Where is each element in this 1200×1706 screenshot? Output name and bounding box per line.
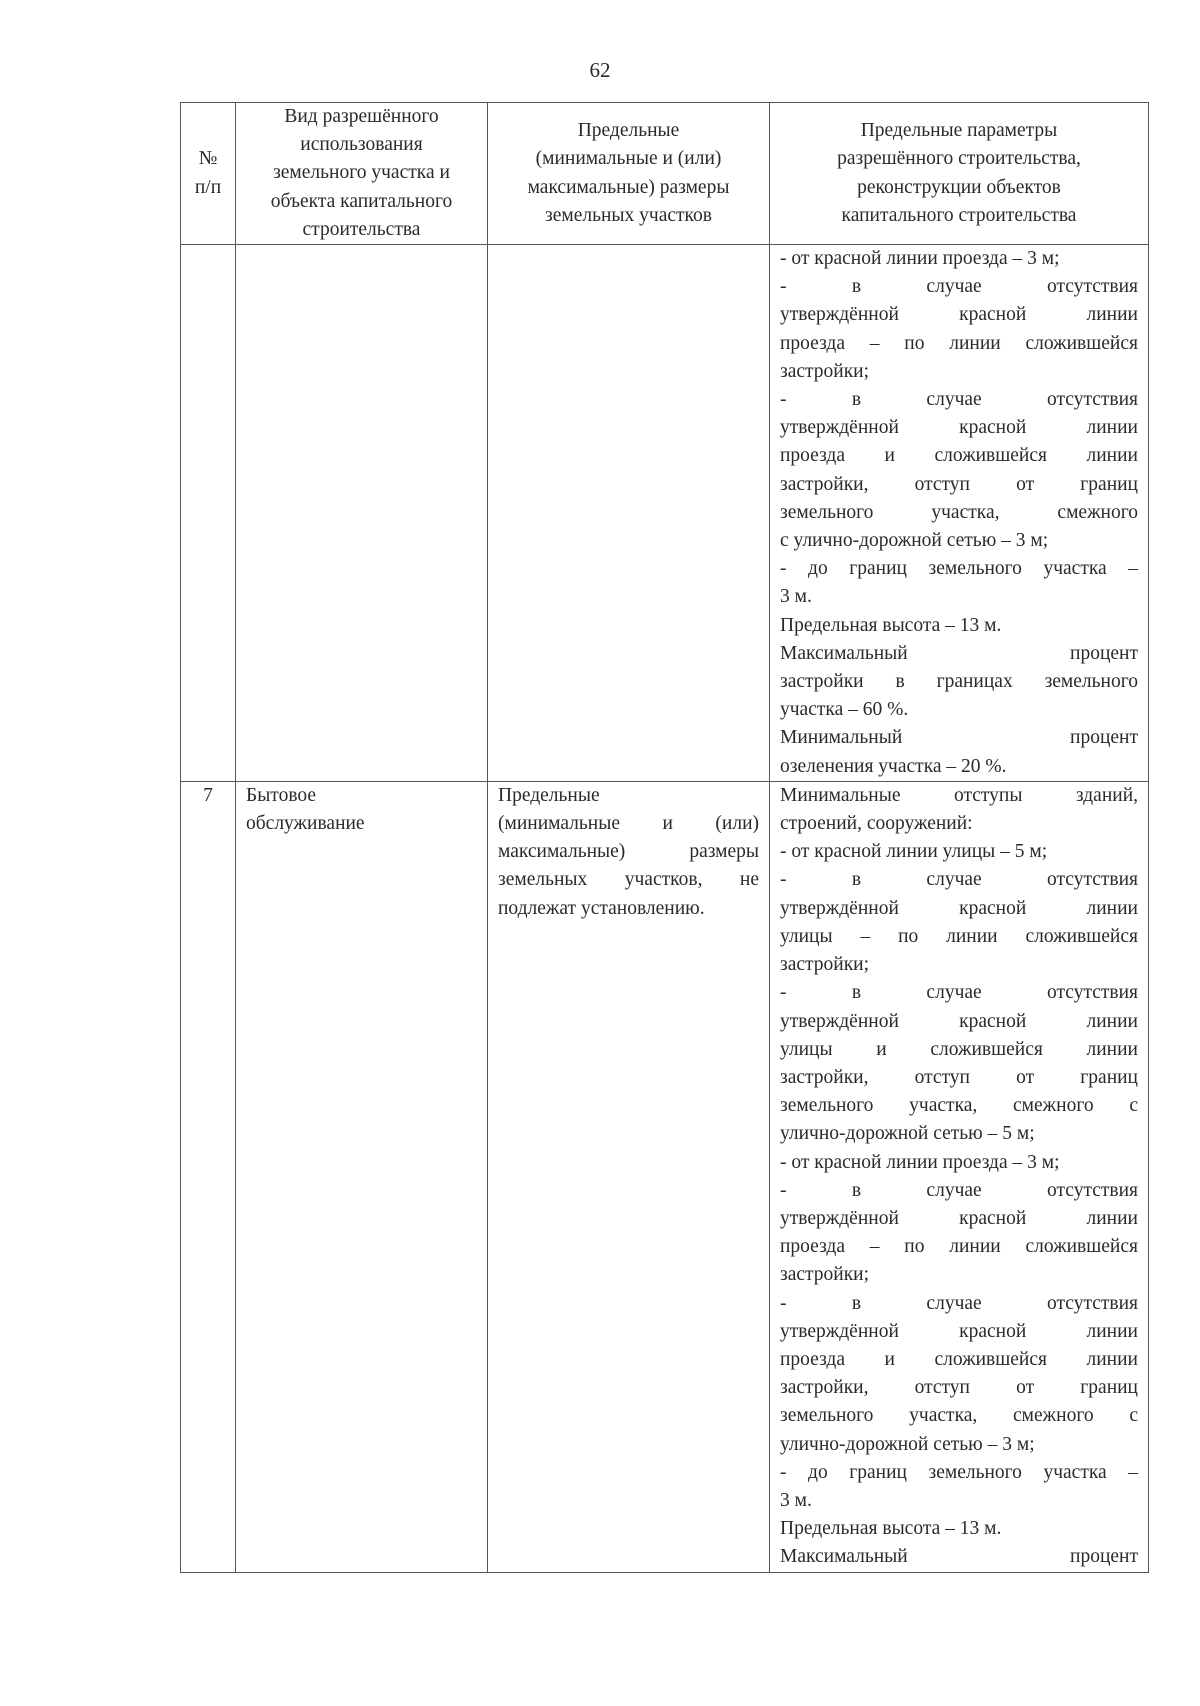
header-line: № bbox=[198, 148, 218, 170]
text-line: (минимальные и (или) bbox=[498, 813, 759, 835]
cell-plot-size bbox=[488, 781, 770, 1572]
text-line: - от красной линии улицы – 5 м; bbox=[780, 841, 1048, 863]
cell-number: 7 bbox=[181, 781, 236, 1572]
text-line: строений, сооружений: bbox=[780, 813, 973, 835]
text-line: - до границ земельного участка – bbox=[780, 1461, 1138, 1483]
text-line: озеленения участка – 20 %. bbox=[780, 755, 1007, 777]
header-line: (минимальные и (или) bbox=[535, 148, 722, 170]
header-line: земельных участков bbox=[545, 204, 712, 226]
text-line: улицы и сложившейся линии bbox=[780, 1038, 1138, 1060]
table-row-7 bbox=[181, 781, 1149, 1572]
header-line: разрешённого строительства, bbox=[837, 148, 1081, 170]
text-line: - в случае отсутствия bbox=[780, 276, 1138, 298]
text-line: максимальные) размеры bbox=[498, 841, 759, 863]
text-line: Бытовое bbox=[246, 784, 317, 806]
text-line: 3 м. bbox=[780, 586, 812, 608]
text-line: участка – 60 %. bbox=[780, 699, 909, 721]
text-line: застройки в границах земельного bbox=[780, 671, 1138, 693]
text-line: утверждённой красной линии bbox=[780, 1010, 1138, 1032]
text-line: застройки; bbox=[780, 954, 870, 976]
cell-permitted-use bbox=[236, 781, 488, 1572]
text-line: проезда и сложившейся линии bbox=[780, 1348, 1138, 1370]
cell-construction-params bbox=[770, 781, 1149, 1572]
header-line: строительства bbox=[302, 218, 421, 240]
text-line: Предельная высота – 13 м. bbox=[780, 614, 1002, 636]
text-line: Предельная высота – 13 м. bbox=[780, 1518, 1002, 1540]
header-number bbox=[181, 103, 236, 245]
text-line: Максимальный процент bbox=[780, 1546, 1138, 1568]
cell-number bbox=[181, 245, 236, 782]
header-line: Предельные параметры bbox=[860, 120, 1058, 142]
text-line: земельного участка, смежного с bbox=[780, 1405, 1138, 1427]
text-line: застройки, отступ от границ bbox=[780, 1066, 1138, 1088]
header-line: Вид разрешённого bbox=[284, 106, 439, 127]
text-line: Максимальный процент bbox=[780, 642, 1138, 664]
text-line: проезда – по линии сложившейся bbox=[780, 1236, 1138, 1258]
table-row-continuation bbox=[181, 245, 1149, 782]
text-line: - в случае отсутствия bbox=[780, 1292, 1138, 1314]
text-line: застройки, отступ от границ bbox=[780, 473, 1138, 495]
header-permitted-use bbox=[236, 103, 488, 245]
text-line: подлежат установлению. bbox=[498, 897, 705, 919]
text-line: улично-дорожной сетью – 3 м; bbox=[780, 1433, 1035, 1455]
text-line: с улично-дорожной сетью – 3 м; bbox=[780, 530, 1049, 552]
cell-permitted-use bbox=[236, 245, 488, 782]
header-line: объекта капитального bbox=[270, 190, 453, 212]
header-line: капитального строительства bbox=[841, 204, 1077, 226]
text-line: проезда и сложившейся линии bbox=[780, 445, 1138, 467]
header-construction-params bbox=[770, 103, 1149, 245]
text-line: - в случае отсутствия bbox=[780, 389, 1138, 411]
text-line: утверждённой красной линии bbox=[780, 897, 1138, 919]
text-line: - в случае отсутствия bbox=[780, 982, 1138, 1004]
cell-construction-params bbox=[770, 245, 1149, 782]
text-line: Минимальный процент bbox=[780, 727, 1138, 749]
header-line: использования bbox=[300, 134, 423, 156]
page-number: 62 bbox=[589, 58, 611, 82]
header-line: п/п bbox=[194, 176, 222, 198]
header-row bbox=[181, 103, 1149, 245]
text-line: - от красной линии проезда – 3 м; bbox=[780, 248, 1060, 270]
cell-plot-size bbox=[488, 245, 770, 782]
text-line: утверждённой красной линии bbox=[780, 304, 1138, 326]
text-line: 3 м. bbox=[780, 1489, 812, 1511]
text-line: утверждённой красной линии bbox=[780, 417, 1138, 439]
text-line: - в случае отсутствия bbox=[780, 1179, 1138, 1201]
text-line: земельных участков, не bbox=[498, 869, 759, 891]
text-line: - до границ земельного участка – bbox=[780, 558, 1138, 580]
header-line: реконструкции объектов bbox=[857, 176, 1061, 198]
text-line: застройки; bbox=[780, 1264, 870, 1286]
text-line: земельного участка, смежного с bbox=[780, 1095, 1138, 1117]
header-plot-size bbox=[488, 103, 770, 245]
text-line: - от красной линии проезда – 3 м; bbox=[780, 1151, 1060, 1173]
text-line: Минимальные отступы зданий, bbox=[780, 784, 1138, 806]
text-line: проезда – по линии сложившейся bbox=[780, 332, 1138, 354]
regulations-table bbox=[180, 102, 1149, 1573]
text-line: Предельные bbox=[498, 784, 600, 806]
text-line: застройки; bbox=[780, 360, 870, 382]
header-line: Предельные bbox=[577, 120, 680, 142]
text-line: улицы – по линии сложившейся bbox=[780, 925, 1138, 947]
text-line: обслуживание bbox=[246, 813, 365, 835]
text-line: земельного участка, смежного bbox=[780, 501, 1138, 523]
header-line: максимальные) размеры bbox=[527, 176, 730, 198]
text-line: застройки, отступ от границ bbox=[780, 1377, 1138, 1399]
text-line: утверждённой красной линии bbox=[780, 1207, 1138, 1229]
header-line: земельного участка и bbox=[273, 162, 450, 184]
text-line: улично-дорожной сетью – 5 м; bbox=[780, 1123, 1035, 1145]
text-line: - в случае отсутствия bbox=[780, 869, 1138, 891]
text-line: утверждённой красной линии bbox=[780, 1320, 1138, 1342]
